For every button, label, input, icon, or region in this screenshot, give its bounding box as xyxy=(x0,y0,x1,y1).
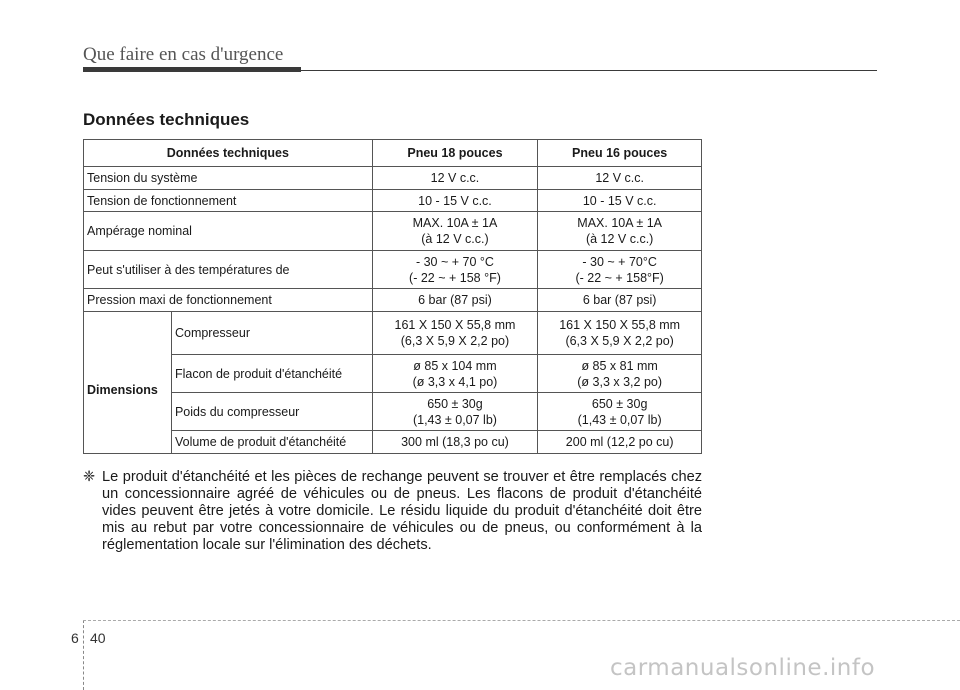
cell-line: (1,43 ± 0,07 lb) xyxy=(412,412,497,427)
footer-vertical-rule xyxy=(83,620,84,690)
row-label: Poids du compresseur xyxy=(171,393,372,431)
cell-18 xyxy=(372,167,538,190)
table-header-row xyxy=(84,140,702,167)
header-bar xyxy=(83,67,301,72)
cell-16 xyxy=(538,167,702,190)
specifications-table xyxy=(83,139,702,454)
cell-18 xyxy=(372,431,538,454)
cell-16 xyxy=(538,251,702,289)
cell-line: (ø 3,3 x 4,1 po) xyxy=(412,374,498,389)
page-header-title: Que faire en cas d'urgence xyxy=(83,44,284,65)
watermark-text: carmanualsonline.info xyxy=(610,655,876,681)
table-row xyxy=(84,355,702,393)
table-row xyxy=(84,212,702,251)
row-label: Pression maxi de fonctionnement xyxy=(84,289,373,312)
section-title: Données techniques xyxy=(83,110,250,129)
cell-18 xyxy=(372,251,538,289)
table-row xyxy=(84,251,702,289)
cell-18 xyxy=(372,212,538,251)
cell-line: - 30 ~ + 70°C xyxy=(582,254,657,269)
cell-line: ø 85 x 81 mm xyxy=(581,358,658,373)
note-paragraph xyxy=(83,469,702,554)
dimensions-label: Dimensions xyxy=(84,312,172,454)
cell-16 xyxy=(538,289,702,312)
header-rule xyxy=(301,70,877,71)
cell-line: 10 - 15 V c.c. xyxy=(418,193,492,208)
cell-line: MAX. 10A ± 1A xyxy=(577,216,662,230)
cell-line: 12 V c.c. xyxy=(595,171,644,185)
cell-line: MAX. 10A ± 1A xyxy=(412,216,498,230)
header-cell-16: Pneu 16 pouces xyxy=(538,140,702,167)
row-label: Volume de produit d'étanchéité xyxy=(171,431,372,454)
cell-line: (6,3 X 5,9 X 2,2 po) xyxy=(400,334,510,348)
header-cell-spec: Données techniques xyxy=(84,140,373,167)
cell-line: (- 22 ~ + 158°F) xyxy=(575,270,664,285)
cell-line: (1,43 ± 0,07 lb) xyxy=(577,412,662,427)
cell-16 xyxy=(538,431,702,454)
note-bullet-icon: ❈ xyxy=(83,469,96,485)
note-text: Le produit d'étanchéité et les pièces de rechange peuvent se trouver et être remplacés chez un concessionnaire agréé de véhicules ou de pneus. Les flacons de produit d'étanchéité vides peuvent être jetés à votre domicile. Le résidu liquide du produit d'étanchéité doit être mis au rebut par votre concessionnaire de véhicules ou de pneus, ou conformément à la réglementation locale sur l'élimination des déchets. xyxy=(102,469,702,553)
cell-18 xyxy=(372,312,538,355)
table-row xyxy=(84,393,702,431)
cell-line: (à 12 V c.c.) xyxy=(585,232,654,246)
cell-line: - 30 ~ + 70 °C xyxy=(415,254,494,269)
cell-16 xyxy=(538,212,702,251)
row-label: Tension du système xyxy=(84,167,373,190)
table-row xyxy=(84,431,702,454)
row-label: Ampérage nominal xyxy=(84,212,373,251)
cell-18 xyxy=(372,190,538,212)
cell-16 xyxy=(538,355,702,393)
cell-line: 650 ± 30g xyxy=(427,396,483,411)
cell-line: 6 bar (87 psi) xyxy=(582,293,657,307)
table-row xyxy=(84,167,702,190)
table-row xyxy=(84,289,702,312)
row-label: Flacon de produit d'étanchéité xyxy=(171,355,372,393)
cell-16 xyxy=(538,312,702,355)
footer-horizontal-rule xyxy=(83,620,960,621)
cell-18 xyxy=(372,289,538,312)
row-label: Tension de fonctionnement xyxy=(84,190,373,212)
cell-18 xyxy=(372,393,538,431)
chapter-number: 6 xyxy=(71,630,79,646)
page-number: 40 xyxy=(90,630,106,646)
row-label: Peut s'utiliser à des températures de xyxy=(84,251,373,289)
table-row xyxy=(84,312,702,355)
cell-line: (ø 3,3 x 3,2 po) xyxy=(577,374,663,389)
cell-line: 300 ml (18,3 po cu) xyxy=(401,435,509,449)
cell-line: (6,3 X 5,9 X 2,2 po) xyxy=(565,334,674,348)
cell-line: 10 - 15 V c.c. xyxy=(582,193,657,208)
header-cell-18: Pneu 18 pouces xyxy=(372,140,538,167)
row-label: Compresseur xyxy=(171,312,372,355)
cell-line: 650 ± 30g xyxy=(591,396,648,411)
cell-line: (- 22 ~ + 158 °F) xyxy=(409,270,501,285)
cell-line: (à 12 V c.c.) xyxy=(421,232,489,246)
cell-line: 12 V c.c. xyxy=(430,171,480,185)
table-row xyxy=(84,190,702,212)
cell-line: 6 bar (87 psi) xyxy=(418,293,492,307)
cell-16 xyxy=(538,190,702,212)
cell-16 xyxy=(538,393,702,431)
cell-18 xyxy=(372,355,538,393)
cell-line: 200 ml (12,2 po cu) xyxy=(565,435,674,449)
cell-line: ø 85 x 104 mm xyxy=(413,358,497,373)
cell-line: 161 X 150 X 55,8 mm xyxy=(559,318,681,332)
cell-line: 161 X 150 X 55,8 mm xyxy=(394,318,516,332)
